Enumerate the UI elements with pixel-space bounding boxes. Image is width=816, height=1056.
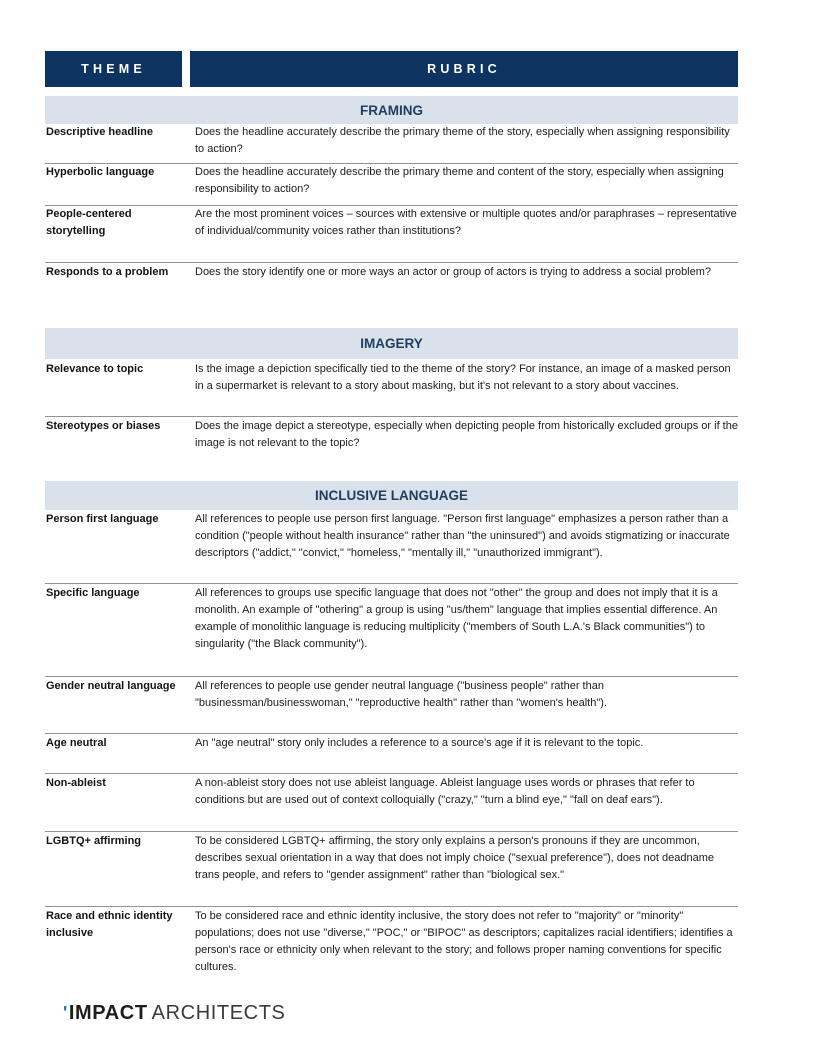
table-row: [45, 264, 738, 308]
logo-mark: ': [63, 1003, 68, 1023]
table-row: [45, 735, 738, 774]
theme-column-header: THEME: [45, 51, 182, 87]
table-row: [45, 908, 738, 978]
row-theme: LGBTQ+ affirming: [46, 835, 142, 847]
table-row: [45, 164, 738, 206]
table-row: [45, 361, 738, 417]
row-rubric: Does the headline accurately describe the primary theme and content of the story, especially when assigning responsibility to action?: [195, 166, 724, 195]
impact-architects-logo: [63, 1002, 285, 1028]
row-theme: Non-ableist: [46, 777, 106, 789]
row-theme: Race and ethnic identity inclusive: [46, 910, 173, 939]
row-theme: Stereotypes or biases: [46, 420, 161, 432]
section-framing: FRAMING: [45, 96, 738, 124]
row-rubric: To be considered race and ethnic identity inclusive, the story does not refer to "majority" or "minority" populations; does not use "diverse," "POC," or "BIPOC" as descriptors; capitalizes racial identifiers; identifies a person's race or ethnicity only when relevant to the story; and follows proper naming conventions for specific cultures.: [195, 910, 733, 973]
table-row: [45, 678, 738, 734]
rubric-column-header: RUBRIC: [190, 51, 738, 87]
row-theme: Relevance to topic: [46, 363, 144, 375]
row-rubric: Does the story identify one or more ways an actor or group of actors is trying to address a social problem?: [195, 266, 712, 278]
row-rubric: Does the image depict a stereotype, especially when depicting people from historically excluded groups or if the image is not relevant to the topic?: [195, 420, 738, 449]
row-rubric: All references to people use gender neutral language ("business people" rather than "businessman/businesswoman," "reproductive health" rather than "women's health").: [195, 680, 607, 709]
row-rubric: A non-ableist story does not use ableist language. Ableist language uses words or phrases that refer to conditions but are used out of context colloquially ("crazy," "turn a blind eye," "fall on deaf ears").: [195, 777, 695, 806]
row-theme: People-centered storytelling: [46, 208, 132, 237]
row-rubric: Is the image a depiction specifically tied to the theme of the story? For instance, an image of a masked person in a supermarket is relevant to a story about masking, but it's not relevant to a story about vaccines.: [195, 363, 731, 392]
row-rubric: To be considered LGBTQ+ affirming, the story only explains a person's pronouns if they are uncommon, describes sexual orientation in a way that does not imply choice ("sexual preference"), does not deadname trans people, and refers to "gender assignment" rather than "biological sex.": [195, 835, 714, 881]
row-theme: Person first language: [46, 513, 159, 525]
row-theme: Specific language: [46, 587, 140, 599]
row-theme: Descriptive headline: [46, 126, 153, 138]
logo-word-architects: ARCHITECTS: [151, 1002, 286, 1024]
row-rubric: All references to people use person first language. "Person first language" emphasizes a person rather than a condition ("people without health insurance" rather than "the uninsured") and avoids stigmatizing or inaccurate descriptors ("addict," "convict," "homeless," "mentally ill," "unauthorized immigrant").: [195, 513, 730, 559]
table-row: [45, 833, 738, 907]
table-row: [45, 775, 738, 832]
row-theme: Gender neutral language: [46, 680, 176, 692]
table-row: [45, 418, 738, 458]
row-rubric: All references to groups use specific language that does not "other" the group and does not imply that it is a monolith. An example of "othering" a group is using "us/them" language that implies essential difference. An example of monolithic language is reducing multiplicity ("members of South L.A.'s Black communities") to singularity ("the Black community").: [195, 587, 718, 650]
row-theme: Hyperbolic language: [46, 166, 155, 178]
table-row: [45, 124, 738, 164]
row-rubric: Are the most prominent voices – sources with extensive or multiple quotes and/or paraphrases – representative of individual/community voices rather than institutions?: [195, 208, 737, 237]
section-inclusive-language: INCLUSIVE LANGUAGE: [45, 481, 738, 510]
row-rubric: An "age neutral" story only includes a reference to a source's age if it is relevant to the topic.: [195, 737, 644, 749]
row-theme: Responds to a problem: [46, 266, 169, 278]
table-row: [45, 585, 738, 677]
row-rubric: Does the headline accurately describe the primary theme of the story, especially when assigning responsibility to action?: [195, 126, 730, 155]
row-theme: Age neutral: [46, 737, 107, 749]
section-imagery: IMAGERY: [45, 328, 738, 359]
table-row: [45, 511, 738, 584]
table-row: [45, 206, 738, 263]
logo-word-impact: IMPACT: [68, 1002, 148, 1024]
